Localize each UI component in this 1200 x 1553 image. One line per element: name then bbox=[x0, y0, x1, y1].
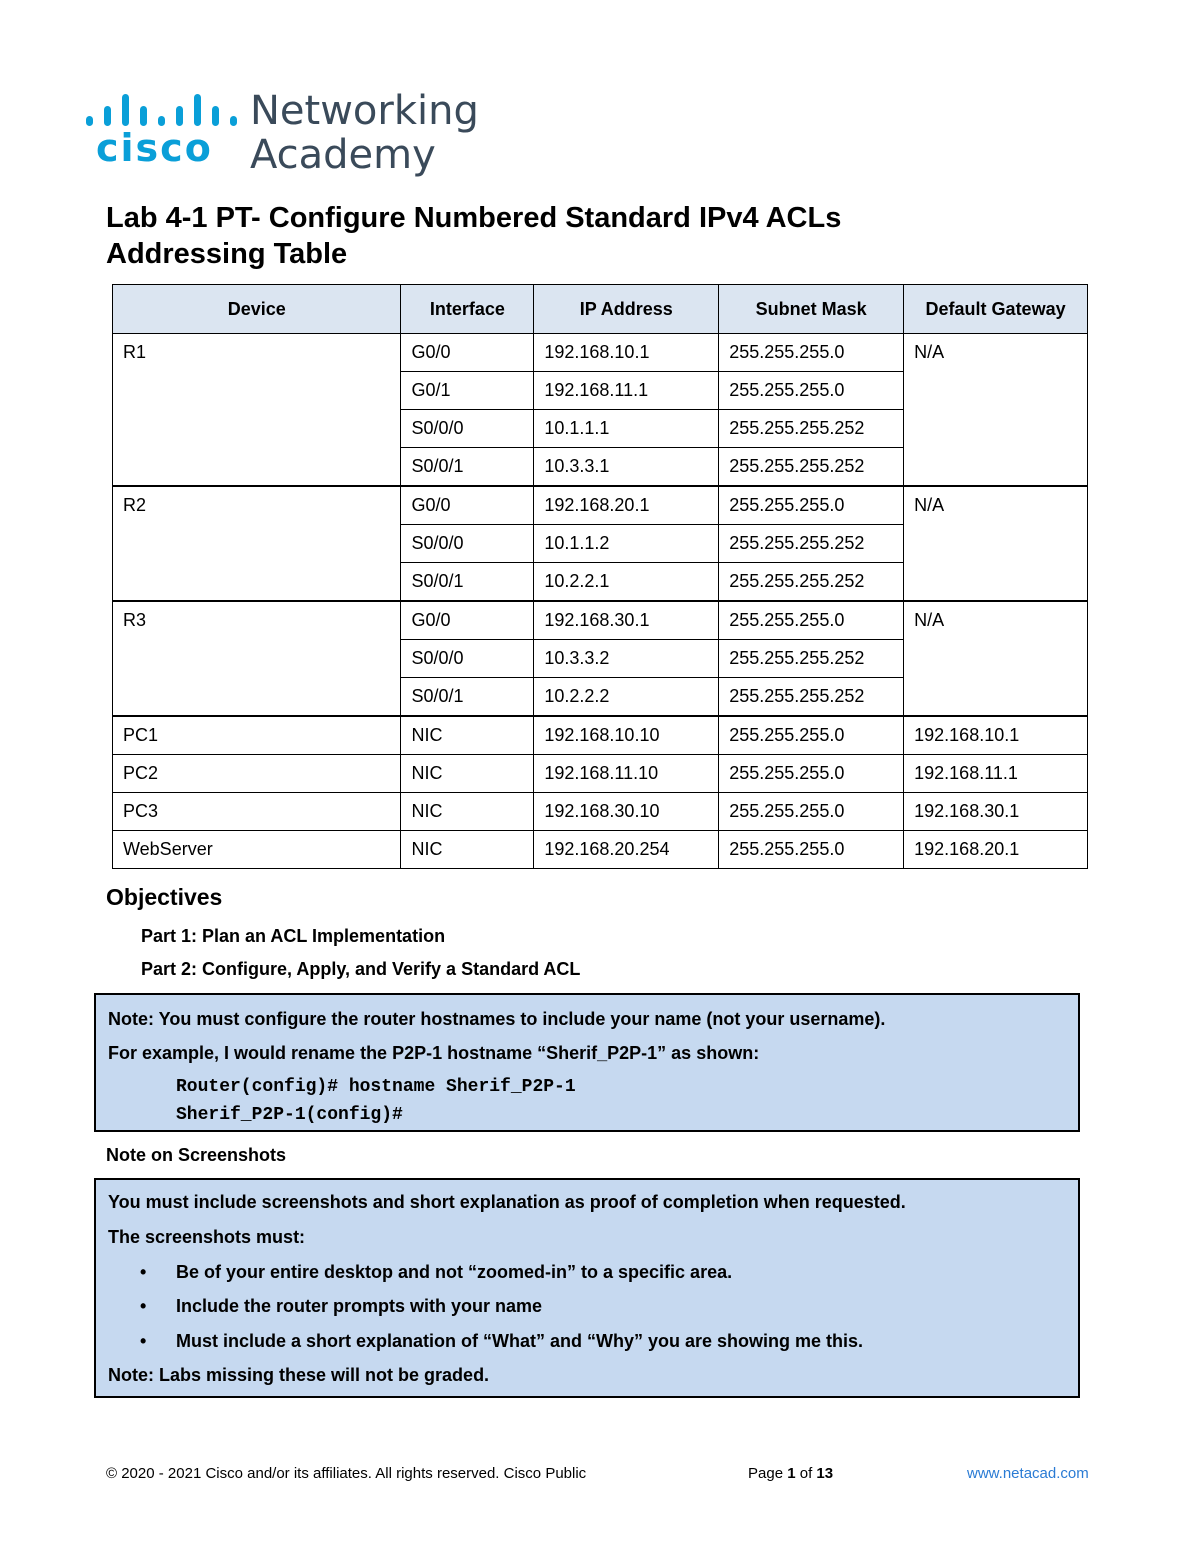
ip-cell: 192.168.11.10 bbox=[534, 755, 719, 793]
cisco-bars-icon bbox=[82, 88, 232, 126]
mask-cell: 255.255.255.252 bbox=[719, 410, 904, 448]
note-text: Note: You must configure the router hostnames to include your name (not your username). bbox=[108, 1009, 886, 1029]
table-row bbox=[113, 793, 1088, 831]
note-text: Note: Labs missing these will not be graded. bbox=[108, 1365, 490, 1385]
table-row bbox=[113, 486, 1088, 525]
device-cell: R2 bbox=[113, 486, 401, 601]
mask-cell: 255.255.255.0 bbox=[719, 755, 904, 793]
code-line: Sherif_P2P-1(config)# bbox=[176, 1105, 403, 1125]
page-title bbox=[106, 200, 841, 272]
screenshots-note-box bbox=[94, 1178, 1080, 1398]
cisco-wordmark: cisco bbox=[96, 126, 213, 170]
note-text: The screenshots must: bbox=[108, 1227, 306, 1247]
table-row bbox=[113, 716, 1088, 755]
hostname-note-box bbox=[94, 993, 1080, 1132]
mask-cell: 255.255.255.252 bbox=[719, 525, 904, 563]
column-header: Default Gateway bbox=[904, 285, 1088, 334]
mask-cell: 255.255.255.0 bbox=[719, 831, 904, 869]
ip-cell: 10.2.2.1 bbox=[534, 563, 719, 602]
column-header: IP Address bbox=[534, 285, 719, 334]
gateway-cell: N/A bbox=[904, 334, 1088, 487]
mask-cell: 255.255.255.252 bbox=[719, 678, 904, 717]
objectives-heading: Objectives bbox=[106, 884, 223, 910]
interface-cell: G0/0 bbox=[401, 601, 534, 640]
code-line: Router(config)# hostname Sherif_P2P-1 bbox=[176, 1077, 576, 1097]
table-row bbox=[113, 334, 1088, 372]
ip-cell: 192.168.10.1 bbox=[534, 334, 719, 372]
page-current: 1 bbox=[787, 1465, 796, 1482]
mask-cell: 255.255.255.0 bbox=[719, 716, 904, 755]
lab-title: Lab 4-1 PT- Configure Numbered Standard IPv4 ACLs bbox=[106, 202, 842, 234]
gateway-cell: 192.168.30.1 bbox=[904, 793, 1088, 831]
ip-cell: 192.168.20.254 bbox=[534, 831, 719, 869]
column-header: Subnet Mask bbox=[719, 285, 904, 334]
objective-part-2: Part 2: Configure, Apply, and Verify a Standard ACL bbox=[141, 959, 581, 979]
bullet-item bbox=[140, 1296, 543, 1317]
interface-cell: NIC bbox=[401, 716, 534, 755]
gateway-cell: N/A bbox=[904, 486, 1088, 601]
ip-cell: 10.1.1.1 bbox=[534, 410, 719, 448]
mask-cell: 255.255.255.252 bbox=[719, 448, 904, 487]
interface-cell: S0/0/0 bbox=[401, 640, 534, 678]
addressing-table bbox=[112, 284, 1088, 869]
bullet-icon: • bbox=[140, 1296, 147, 1316]
interface-cell: NIC bbox=[401, 793, 534, 831]
bullet-item bbox=[140, 1262, 733, 1283]
mask-cell: 255.255.255.0 bbox=[719, 334, 904, 372]
column-header: Interface bbox=[401, 285, 534, 334]
gateway-cell: 192.168.10.1 bbox=[904, 716, 1088, 755]
device-cell: R1 bbox=[113, 334, 401, 487]
bullet-text: Must include a short explanation of “What” and “Why” you are showing me this. bbox=[176, 1331, 864, 1351]
bullet-item bbox=[140, 1331, 864, 1352]
device-cell: PC1 bbox=[113, 716, 401, 755]
mask-cell: 255.255.255.0 bbox=[719, 601, 904, 640]
bullet-icon: • bbox=[140, 1262, 147, 1282]
bullet-text: Be of your entire desktop and not “zoomed-in” to a specific area. bbox=[176, 1262, 733, 1282]
ip-cell: 192.168.30.1 bbox=[534, 601, 719, 640]
interface-cell: NIC bbox=[401, 831, 534, 869]
ip-cell: 192.168.10.10 bbox=[534, 716, 719, 755]
ip-cell: 192.168.20.1 bbox=[534, 486, 719, 525]
mask-cell: 255.255.255.252 bbox=[719, 640, 904, 678]
footer-page-number bbox=[748, 1465, 833, 1482]
interface-cell: NIC bbox=[401, 755, 534, 793]
mask-cell: 255.255.255.252 bbox=[719, 563, 904, 602]
device-cell: WebServer bbox=[113, 831, 401, 869]
ip-cell: 10.3.3.1 bbox=[534, 448, 719, 487]
note-text: For example, I would rename the P2P-1 hostname “Sherif_P2P-1” as shown: bbox=[108, 1043, 760, 1063]
interface-cell: G0/0 bbox=[401, 486, 534, 525]
interface-cell: S0/0/1 bbox=[401, 448, 534, 487]
mask-cell: 255.255.255.0 bbox=[719, 486, 904, 525]
ip-cell: 10.1.1.2 bbox=[534, 525, 719, 563]
ip-cell: 10.3.3.2 bbox=[534, 640, 719, 678]
ip-cell: 192.168.30.10 bbox=[534, 793, 719, 831]
cisco-networking-academy-logo bbox=[82, 86, 482, 178]
device-cell: PC2 bbox=[113, 755, 401, 793]
gateway-cell: N/A bbox=[904, 601, 1088, 716]
table-header-row bbox=[113, 285, 1088, 334]
section-title-addressing: Addressing Table bbox=[106, 238, 348, 270]
interface-cell: G0/1 bbox=[401, 372, 534, 410]
interface-cell: S0/0/1 bbox=[401, 563, 534, 602]
of-label: of bbox=[799, 1465, 813, 1482]
page-label: Page bbox=[748, 1465, 784, 1482]
interface-cell: G0/0 bbox=[401, 334, 534, 372]
device-cell: R3 bbox=[113, 601, 401, 716]
gateway-cell: 192.168.20.1 bbox=[904, 831, 1088, 869]
interface-cell: S0/0/0 bbox=[401, 410, 534, 448]
table-row bbox=[113, 831, 1088, 869]
device-cell: PC3 bbox=[113, 793, 401, 831]
table-row bbox=[113, 601, 1088, 640]
mask-cell: 255.255.255.0 bbox=[719, 372, 904, 410]
screenshots-heading: Note on Screenshots bbox=[106, 1145, 287, 1165]
mask-cell: 255.255.255.0 bbox=[719, 793, 904, 831]
column-header: Device bbox=[113, 285, 401, 334]
bullet-text: Include the router prompts with your name bbox=[176, 1296, 543, 1316]
interface-cell: S0/0/0 bbox=[401, 525, 534, 563]
logo-networking: Networking bbox=[250, 88, 479, 134]
bullet-icon: • bbox=[140, 1331, 147, 1351]
objective-part-1: Part 1: Plan an ACL Implementation bbox=[141, 926, 446, 946]
ip-cell: 10.2.2.2 bbox=[534, 678, 719, 717]
ip-cell: 192.168.11.1 bbox=[534, 372, 719, 410]
table-row bbox=[113, 755, 1088, 793]
interface-cell: S0/0/1 bbox=[401, 678, 534, 717]
note-text: You must include screenshots and short explanation as proof of completion when requested. bbox=[108, 1192, 906, 1212]
footer-url-link[interactable]: www.netacad.com bbox=[967, 1465, 1089, 1482]
page-total: 13 bbox=[816, 1465, 834, 1482]
gateway-cell: 192.168.11.1 bbox=[904, 755, 1088, 793]
logo-academy: Academy bbox=[250, 132, 436, 178]
footer-copyright: © 2020 - 2021 Cisco and/or its affiliates. All rights reserved. Cisco Public bbox=[106, 1465, 587, 1482]
